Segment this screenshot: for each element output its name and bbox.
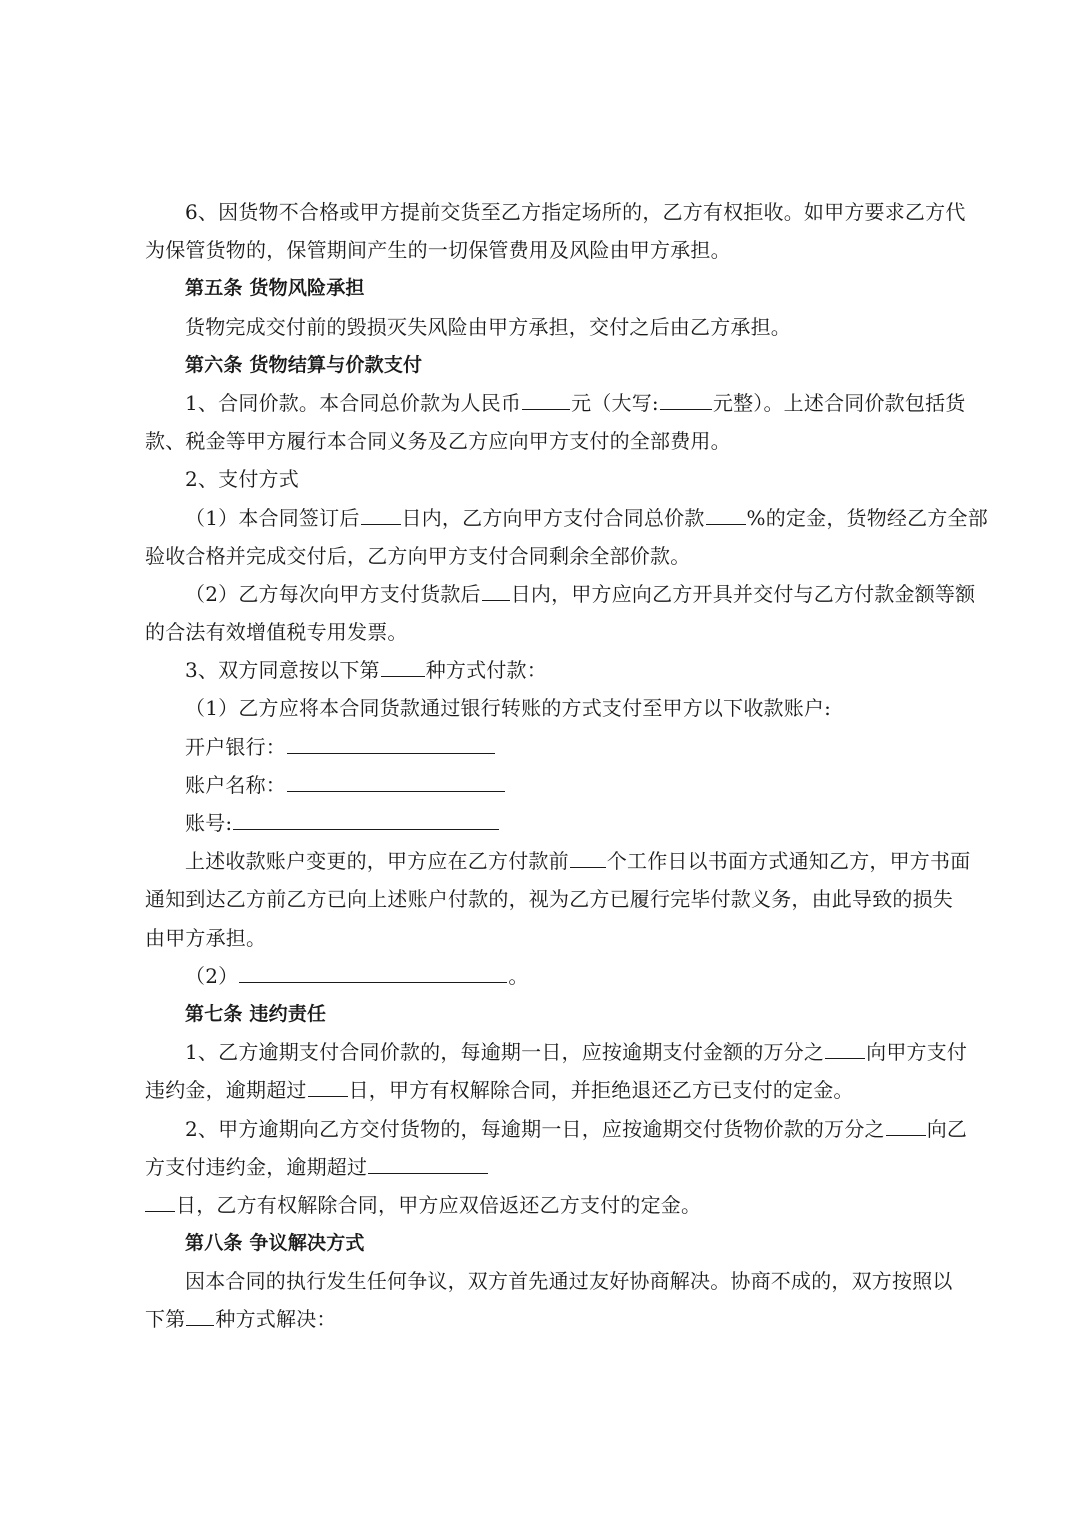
deposit-percent-blank[interactable] — [706, 502, 746, 525]
notice-days-blank[interactable] — [570, 845, 606, 868]
clause-6-line-2: 为保管货物的，保管期间产生的一切保管费用及风险由甲方承担。 — [145, 238, 731, 263]
article-5-title: 第五条 货物风险承担 — [185, 277, 365, 300]
seller-breach-line-1: 2、甲方逾期向乙方交付货物的，每逾期一日，应按逾期交付货物价款的万分之 向乙 — [145, 1110, 945, 1148]
bank-name-field[interactable] — [287, 731, 495, 754]
buyer-overdue-days-blank[interactable] — [308, 1074, 348, 1097]
bank-transfer-clause: （1）乙方应将本合同货款通过银行转账的方式支付至甲方以下收款账户: — [185, 696, 832, 721]
price-clause-line-1: 1、合同价款。本合同总价款为人民币 元（大写: 元整）。上述合同价款包括货 — [145, 384, 945, 422]
account-name-field[interactable] — [287, 769, 505, 792]
account-name-row: 账户名称： — [145, 766, 945, 804]
seller-overdue-days-blank[interactable] — [368, 1151, 488, 1174]
account-number-field[interactable] — [233, 807, 499, 830]
seller-breach-line-3: 日，乙方有权解除合同，甲方应双倍返还乙方支付的定金。 — [145, 1186, 945, 1224]
clause-6-line-1: 6、因货物不合格或甲方提前交货至乙方指定场所的，乙方有权拒收。如甲方要求乙方代 — [185, 200, 966, 224]
contract-page — [145, 193, 988, 1339]
dispute-line-2: 下第 种方式解决： — [145, 1300, 945, 1338]
price-words-blank[interactable] — [660, 387, 712, 410]
dispute-line-1: 因本合同的执行发生任何争议，双方首先通过友好协商解决。协商不成的，双方按照以 — [185, 1269, 953, 1294]
account-number-row: 账号: — [145, 804, 945, 842]
article-7-title: 第七条 违约责任 — [185, 1002, 327, 1025]
account-change-line-3: 由甲方承担。 — [145, 925, 267, 950]
price-amount-blank[interactable] — [522, 387, 570, 410]
invoice-days-blank[interactable] — [482, 578, 510, 601]
deposit-clause-line-1: （1）本合同签订后 日内，乙方向甲方支付合同总价款 %的定金，货物经乙方全部 — [145, 499, 945, 537]
deposit-days-blank[interactable] — [361, 502, 401, 525]
article-8-title: 第八条 争议解决方式 — [185, 1232, 365, 1255]
payment-option-clause: 3、双方同意按以下第 种方式付款： — [145, 651, 945, 689]
invoice-clause-line-2: 的合法有效增值税专用发票。 — [145, 620, 408, 645]
article-5-text: 货物完成交付前的毁损灭失风险由甲方承担，交付之后由乙方承担。 — [185, 314, 791, 339]
payment-option-blank[interactable] — [381, 654, 425, 677]
account-change-line-2: 通知到达乙方前乙方已向上述账户付款的，视为乙方已履行完毕付款义务，由此导致的损失 — [145, 887, 953, 912]
seller-overdue-days-blank-cont[interactable] — [145, 1189, 175, 1212]
payment-method-title: 2、支付方式 — [185, 467, 299, 492]
deposit-clause-line-2: 验收合格并完成交付后，乙方向甲方支付合同剩余全部价款。 — [145, 543, 691, 568]
buyer-breach-line-1: 1、乙方逾期支付合同价款的，每逾期一日，应按逾期支付金额的万分之 向甲方支付 — [145, 1033, 945, 1071]
bank-row: 开户银行： — [145, 728, 945, 766]
price-clause-line-2: 款、税金等甲方履行本合同义务及乙方应向甲方支付的全部费用。 — [145, 429, 731, 454]
other-payment-option: （2） 。 — [145, 957, 945, 995]
buyer-breach-line-2: 违约金，逾期超过 日，甲方有权解除合同，并拒绝退还乙方已支付的定金。 — [145, 1071, 945, 1109]
account-change-line-1: 上述收款账户变更的，甲方应在乙方付款前 个工作日以书面方式通知乙方，甲方书面 — [145, 842, 945, 880]
buyer-penalty-rate-blank[interactable] — [825, 1036, 865, 1059]
article-6-title: 第六条 货物结算与价款支付 — [185, 353, 423, 376]
dispute-option-blank[interactable] — [186, 1303, 214, 1326]
seller-breach-line-2: 方支付违约金，逾期超过 — [145, 1148, 945, 1186]
invoice-clause-line-1: （2）乙方每次向甲方支付货款后 日内，甲方应向乙方开具并交付与乙方付款金额等额 — [145, 575, 945, 613]
seller-penalty-rate-blank[interactable] — [886, 1113, 926, 1136]
other-payment-field[interactable] — [239, 960, 507, 983]
